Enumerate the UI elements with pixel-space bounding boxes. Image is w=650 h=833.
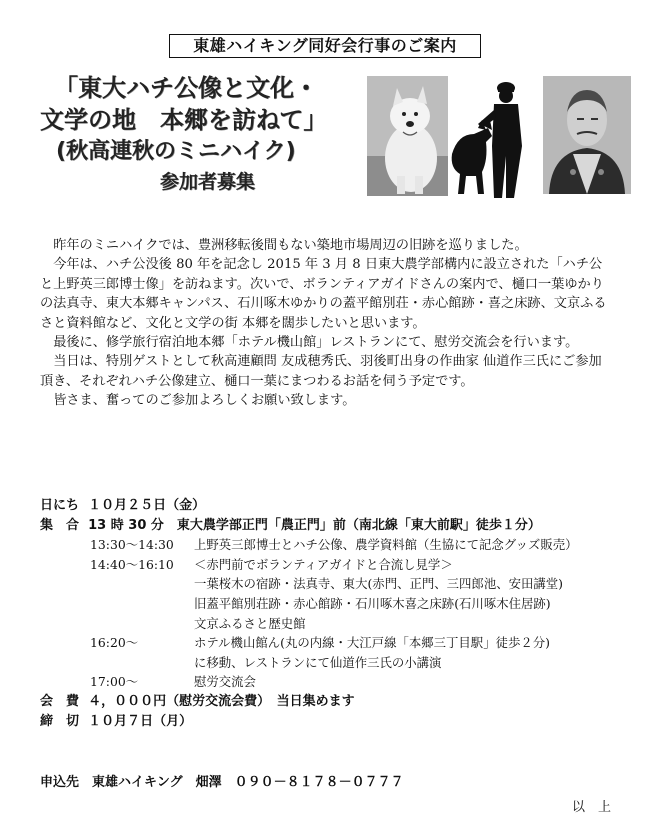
- schedule-time: 17:00～: [90, 674, 139, 690]
- hachiko-statue-silhouette: [448, 76, 533, 198]
- schedule-desc: 上野英三郎博士とハチ公像、農学資料館（生協にて記念グッズ販売）: [194, 537, 578, 553]
- date-label: 日にち: [40, 498, 80, 513]
- meeting-row: [40, 516, 612, 536]
- event-heading: [40, 72, 370, 196]
- schedule-item: [40, 594, 612, 614]
- schedule-item: [40, 535, 612, 555]
- event-details: [40, 496, 612, 731]
- meeting-value: 13 時 30 分 東大農学部正門「農正門」前（南北線「東大前駅」徒歩１分）: [88, 517, 541, 533]
- schedule-desc: 慰労交流会: [194, 674, 256, 690]
- schedule-desc: 一葉桜木の宿跡・法真寺、東大(赤門、正門、三四郎池、安田講堂): [194, 576, 563, 592]
- description-paragraph-4: 当日は、特別ゲストとして秋高連顧問 友成穂秀氏、羽後町出身の作曲家 仙道作三氏にご参加頂き、それぞれハチ公像建立、樋口一葉にまつわるお話を伺う予定です。: [40, 354, 602, 389]
- heading-line-1: 「東大ハチ公像と文化・: [54, 74, 318, 102]
- schedule-desc: ホテル機山館ん(丸の内線・大江戸線「本郷三丁目駅」徒歩２分): [194, 635, 550, 651]
- heading-line-4: 参加者募集: [160, 171, 256, 193]
- schedule-desc: 旧蓋平館別荘跡・赤心館跡・石川啄木喜之床跡(石川啄木住居跡): [194, 595, 551, 611]
- schedule-time: 16:20～: [90, 635, 139, 651]
- schedule-item: [40, 555, 612, 575]
- schedule-item: [40, 574, 612, 594]
- schedule-desc: に移動、レストランにて仙道作三氏の小講演: [194, 654, 442, 670]
- deadline-label: 締 切: [40, 713, 80, 729]
- event-notice-title: 東雄ハイキング同好会行事のご案内: [169, 34, 481, 58]
- description-paragraph-1: 昨年のミニハイクでは、豊洲移転後間もない築地市場周辺の旧跡を巡りました。: [53, 238, 528, 253]
- event-description: [40, 236, 612, 411]
- description-paragraph-3: 最後に、修学旅行宿泊地本郷「ホテル機山館」レストランにて、慰労交流会を行います。: [53, 335, 579, 351]
- deadline-value: １０月７日（月）: [88, 713, 193, 729]
- heading-line-2: 文学の地 本郷を訪ねて」: [40, 106, 328, 134]
- schedule-list: [40, 535, 612, 692]
- schedule-item: [40, 633, 612, 653]
- schedule-time: 13:30～14:30: [90, 537, 174, 553]
- hachiko-dog-photo: [367, 76, 450, 196]
- schedule-desc: ＜赤門前でボランティアガイドと合流し見学＞: [194, 556, 453, 572]
- fee-label: 会 費: [40, 693, 80, 709]
- heading-line-3: (秋高連秋のミニハイク): [56, 139, 296, 164]
- description-paragraph-5: 皆さま、奮ってのご参加よろしくお願い致します。: [53, 393, 356, 409]
- closing-mark: 以 上: [572, 800, 612, 815]
- meeting-label: 集 合: [40, 517, 80, 533]
- application-contact: 申込先 東雄ハイキング 畑澤 ０９０－８１７８－０７７７: [40, 775, 404, 790]
- fee-row: [40, 692, 612, 712]
- schedule-time: 14:40～16:10: [90, 556, 174, 572]
- professor-portrait-photo: [543, 76, 631, 194]
- schedule-item: [40, 672, 612, 692]
- schedule-item: [40, 614, 612, 634]
- date-value: １０月２５日（金）: [88, 498, 206, 513]
- deadline-row: [40, 712, 612, 732]
- fee-value: ４，０００円（慰労交流会費） 当日集めます: [88, 693, 355, 709]
- date-row: [40, 496, 612, 516]
- schedule-item: [40, 653, 612, 673]
- description-paragraph-2: 今年は、ハチ公没後 80 年を記念し 2015 年 3 月 8 日東大農学部構内に設立された「ハチ公と上野英三郎博士像」を訪ねます。次いで、ボランティアガイドさんの案内で、樋口一葉ゆかりの法真寺、東大本郷キャンパス、石川啄木ゆかりの蓋平館別荘・赤心館跡・喜之床跡、文京ふるさと資料館など、文化と文学の街 本郷を闊歩したいと思います。: [40, 257, 607, 331]
- schedule-desc: 文京ふるさと歴史館: [194, 615, 306, 631]
